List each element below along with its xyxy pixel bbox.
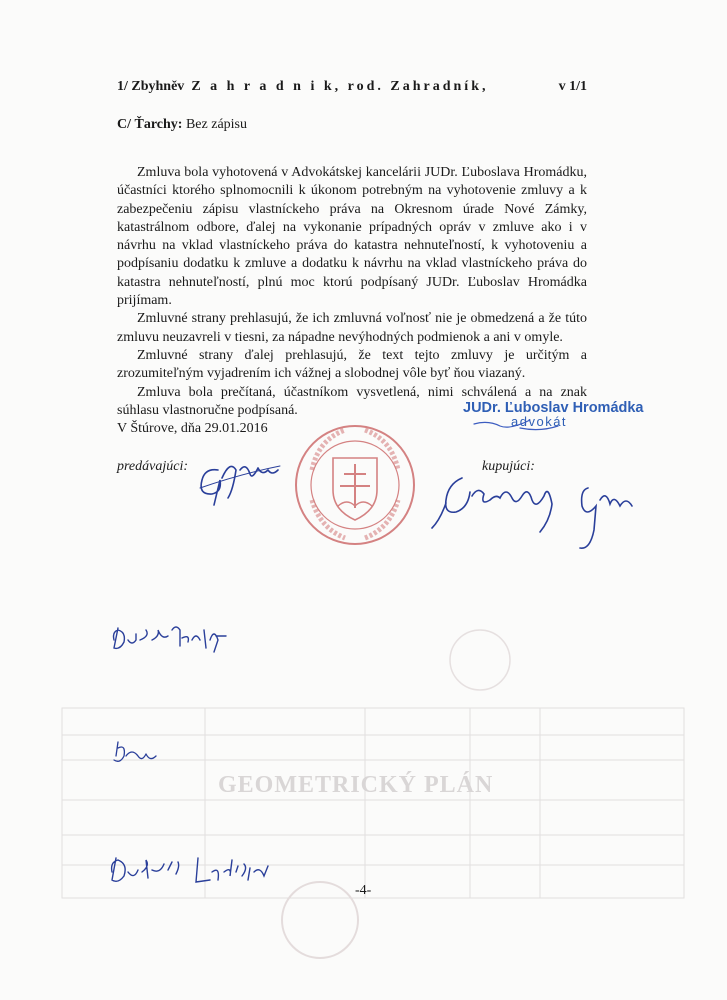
handwritten-name-dudas-ladislav: [112, 858, 268, 882]
clause-paragraph: Zmluva bola prečítaná, účastníkom vysvetlená, nimi schválená a na znak súhlasu vlastnoručne podpísaná.: [117, 384, 587, 418]
handwritten-name-dudas-rudolf: [114, 627, 227, 652]
buyer-label: kupujúci:: [482, 459, 535, 474]
clause-paragraph: Zmluvné strany ďalej prehlasujú, že text tejto zmluvy je určitým a zrozumiteľným vyjadrením ich vážnej a slobodnej vôle byť ňou viazaný.: [117, 347, 587, 382]
handwritten-initials: [114, 742, 156, 761]
clause-paragraph: Zmluva bola vyhotovená v Advokátskej kancelárii JUDr. Ľuboslava Hromádku, účastníci ktorého splnomocnili k úkonom potrebným na vyhotovenie zmluvy a k zabezpečeniu zápisu vlastníckeho práva na Okresnom úrade Nové Zámky, katastrálnom odbore, ďalej na vykonanie prípadných opráv v zmluve ako i v návrhu na vklad vlastníckeho práva do katastra nehnuteľností, k vyhotoveniu a podpísaniu dodatku k zmluve a dodatku k návrhu na vklad vlastníckeho práva do katastra nehnuteľností, plnú moc ktorú podpísaný JUDr. Ľuboslav Hromádka prijímam.: [117, 165, 587, 309]
lawyer-name: JUDr. Ľuboslav Hromádka: [463, 400, 644, 416]
charges-value: Bez zápisu: [185, 117, 247, 132]
seller-label: predávajúci:: [117, 459, 189, 474]
owner-prefix: 1/ Zbyhněv: [117, 79, 185, 94]
owner-surname: Z a h r a d n i k, rod. Zahradník,: [191, 79, 489, 94]
charges-label: C/ Ťarchy:: [117, 117, 183, 132]
show-through-form-title: GEOMETRICKÝ PLÁN: [218, 772, 494, 798]
page-number: -4-: [355, 883, 372, 898]
clause-paragraph: Zmluvné strany prehlasujú, že ich zmluvná voľnosť nie je obmedzená a že túto zmluvu neuzavreli v tiesni, za nápadne nevýhodných podmienok a ani v omyle.: [117, 311, 587, 345]
owner-share: v 1/1: [558, 79, 587, 94]
place-and-date: V Štúrove, dňa 29.01.2016: [117, 421, 268, 436]
lawyer-role: advokát: [511, 414, 568, 429]
